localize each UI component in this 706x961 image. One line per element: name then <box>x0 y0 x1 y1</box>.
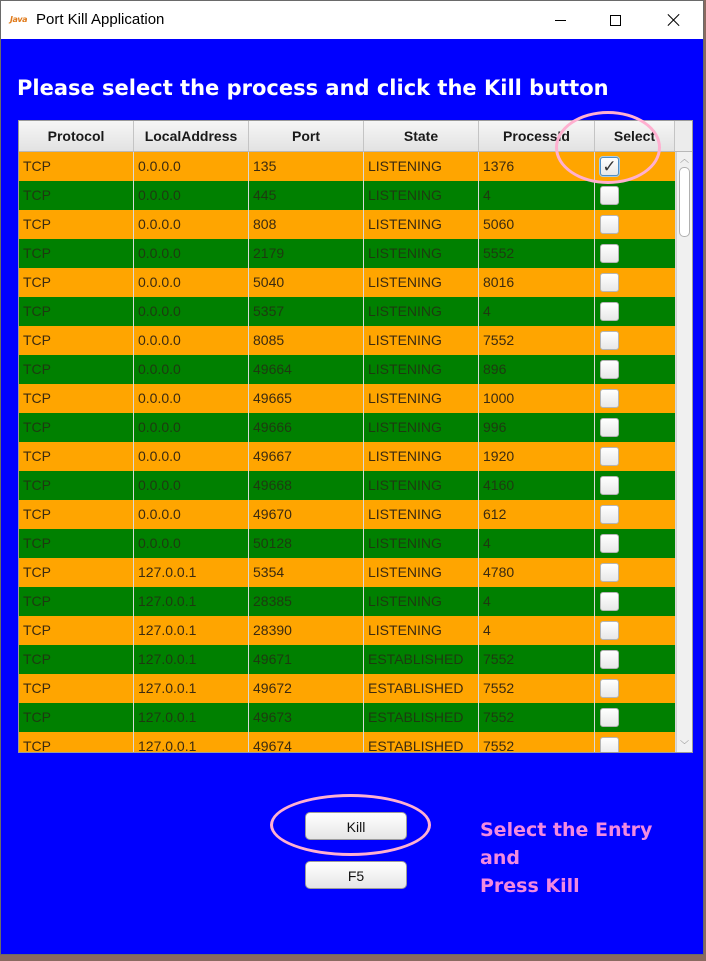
cell-local-address: 127.0.0.1 <box>134 558 249 587</box>
cell-process-id: 1920 <box>479 442 595 471</box>
cell-local-address: 0.0.0.0 <box>134 529 249 558</box>
cell-process-id: 4 <box>479 616 595 645</box>
cell-protocol: TCP <box>19 326 134 355</box>
checkmark-icon: ✓ <box>602 157 617 176</box>
select-checkbox[interactable] <box>600 737 619 753</box>
cell-local-address: 0.0.0.0 <box>134 355 249 384</box>
cell-protocol: TCP <box>19 471 134 500</box>
cell-select <box>595 587 676 616</box>
table-header <box>19 121 692 152</box>
cell-local-address: 0.0.0.0 <box>134 152 249 181</box>
minimize-button[interactable] <box>537 1 583 39</box>
table-row[interactable] <box>19 529 676 558</box>
select-checkbox[interactable] <box>600 157 619 176</box>
cell-protocol: TCP <box>19 558 134 587</box>
table-row[interactable] <box>19 616 676 645</box>
cell-local-address: 0.0.0.0 <box>134 239 249 268</box>
cell-process-id: 7552 <box>479 674 595 703</box>
hint-text <box>480 816 690 900</box>
cell-protocol: TCP <box>19 442 134 471</box>
table-row[interactable] <box>19 297 676 326</box>
table-row[interactable] <box>19 413 676 442</box>
cell-process-id: 7552 <box>479 703 595 732</box>
cell-port: 445 <box>249 181 364 210</box>
cell-protocol: TCP <box>19 616 134 645</box>
cell-state: LISTENING <box>364 268 479 297</box>
cell-local-address: 0.0.0.0 <box>134 210 249 239</box>
cell-protocol: TCP <box>19 674 134 703</box>
column-header-state[interactable]: State <box>364 121 479 151</box>
cell-protocol: TCP <box>19 355 134 384</box>
column-header-process-id[interactable]: ProcessId <box>479 121 595 151</box>
cell-port: 135 <box>249 152 364 181</box>
cell-select <box>595 297 676 326</box>
select-checkbox[interactable] <box>600 534 619 553</box>
cell-select <box>595 181 676 210</box>
cell-local-address: 0.0.0.0 <box>134 384 249 413</box>
select-checkbox[interactable] <box>600 331 619 350</box>
cell-port: 49664 <box>249 355 364 384</box>
select-checkbox[interactable] <box>600 215 619 234</box>
cell-protocol: TCP <box>19 268 134 297</box>
cell-select <box>595 413 676 442</box>
cell-state: LISTENING <box>364 239 479 268</box>
cell-port: 808 <box>249 210 364 239</box>
table-row[interactable] <box>19 674 676 703</box>
cell-process-id: 7552 <box>479 645 595 674</box>
maximize-button[interactable] <box>592 1 638 39</box>
cell-port: 49673 <box>249 703 364 732</box>
cell-port: 49667 <box>249 442 364 471</box>
cell-port: 49668 <box>249 471 364 500</box>
cell-protocol: TCP <box>19 239 134 268</box>
column-header-protocol[interactable]: Protocol <box>19 121 134 151</box>
table-row[interactable] <box>19 471 676 500</box>
cell-protocol: TCP <box>19 384 134 413</box>
title-bar[interactable] <box>1 1 703 39</box>
cell-select <box>595 152 676 181</box>
cell-port: 49671 <box>249 645 364 674</box>
cell-port: 8085 <box>249 326 364 355</box>
cell-state: LISTENING <box>364 152 479 181</box>
cell-local-address: 127.0.0.1 <box>134 587 249 616</box>
cell-select <box>595 268 676 297</box>
select-checkbox[interactable] <box>600 302 619 321</box>
cell-process-id: 4 <box>479 181 595 210</box>
cell-process-id: 4780 <box>479 558 595 587</box>
cell-process-id: 1000 <box>479 384 595 413</box>
cell-port: 49666 <box>249 413 364 442</box>
select-checkbox[interactable] <box>600 273 619 292</box>
cell-protocol: TCP <box>19 529 134 558</box>
cell-state: LISTENING <box>364 529 479 558</box>
java-icon: Java <box>10 15 27 24</box>
cell-protocol: TCP <box>19 732 134 753</box>
column-header-select[interactable]: Select <box>595 121 675 151</box>
cell-state: ESTABLISHED <box>364 703 479 732</box>
cell-local-address: 127.0.0.1 <box>134 732 249 753</box>
cell-state: LISTENING <box>364 181 479 210</box>
cell-select <box>595 384 676 413</box>
table-row[interactable] <box>19 587 676 616</box>
cell-select <box>595 326 676 355</box>
cell-process-id: 4 <box>479 587 595 616</box>
table-row[interactable] <box>19 239 676 268</box>
cell-process-id: 612 <box>479 500 595 529</box>
column-header-port[interactable]: Port <box>249 121 364 151</box>
table-row[interactable] <box>19 645 676 674</box>
select-checkbox[interactable] <box>600 447 619 466</box>
cell-port: 5357 <box>249 297 364 326</box>
cell-state: ESTABLISHED <box>364 645 479 674</box>
hint-line-2: Press Kill <box>480 875 580 897</box>
close-button[interactable] <box>651 1 697 39</box>
close-icon <box>667 13 681 27</box>
cell-local-address: 127.0.0.1 <box>134 674 249 703</box>
select-checkbox[interactable] <box>600 679 619 698</box>
select-checkbox[interactable] <box>600 244 619 263</box>
cell-select <box>595 210 676 239</box>
cell-state: LISTENING <box>364 616 479 645</box>
select-checkbox[interactable] <box>600 360 619 379</box>
table-row[interactable] <box>19 558 676 587</box>
cell-local-address: 0.0.0.0 <box>134 181 249 210</box>
f5-button[interactable]: F5 <box>305 861 407 889</box>
cell-state: LISTENING <box>364 297 479 326</box>
cell-process-id: 4 <box>479 529 595 558</box>
cell-select <box>595 616 676 645</box>
cell-state: LISTENING <box>364 210 479 239</box>
select-checkbox[interactable] <box>600 592 619 611</box>
process-table <box>18 120 693 753</box>
cell-state: LISTENING <box>364 558 479 587</box>
vertical-scrollbar[interactable] <box>676 152 692 752</box>
cell-port: 49674 <box>249 732 364 753</box>
cell-process-id: 996 <box>479 413 595 442</box>
cell-select <box>595 355 676 384</box>
cell-protocol: TCP <box>19 297 134 326</box>
cell-local-address: 0.0.0.0 <box>134 500 249 529</box>
cell-process-id: 896 <box>479 355 595 384</box>
cell-local-address: 127.0.0.1 <box>134 645 249 674</box>
cell-protocol: TCP <box>19 152 134 181</box>
scroll-up-icon[interactable]: ︿ <box>679 154 689 164</box>
cell-process-id: 7552 <box>479 732 595 753</box>
minimize-icon <box>555 20 566 21</box>
table-row[interactable] <box>19 355 676 384</box>
select-checkbox[interactable] <box>600 505 619 524</box>
select-checkbox[interactable] <box>600 389 619 408</box>
cell-state: LISTENING <box>364 442 479 471</box>
instruction-heading: Please select the process and click the Kill button <box>17 76 609 100</box>
cell-local-address: 0.0.0.0 <box>134 297 249 326</box>
table-row[interactable] <box>19 210 676 239</box>
select-checkbox[interactable] <box>600 186 619 205</box>
cell-protocol: TCP <box>19 587 134 616</box>
select-checkbox[interactable] <box>600 476 619 495</box>
cell-select <box>595 732 676 753</box>
cell-process-id: 8016 <box>479 268 595 297</box>
cell-local-address: 0.0.0.0 <box>134 268 249 297</box>
select-checkbox[interactable] <box>600 708 619 727</box>
cell-state: LISTENING <box>364 471 479 500</box>
cell-port: 49665 <box>249 384 364 413</box>
scroll-thumb[interactable] <box>679 167 690 237</box>
select-checkbox[interactable] <box>600 621 619 640</box>
cell-select <box>595 558 676 587</box>
cell-port: 50128 <box>249 529 364 558</box>
table-row[interactable] <box>19 703 676 732</box>
table-body <box>19 152 676 753</box>
table-row[interactable] <box>19 500 676 529</box>
cell-port: 49670 <box>249 500 364 529</box>
cell-select <box>595 703 676 732</box>
cell-state: LISTENING <box>364 326 479 355</box>
cell-state: ESTABLISHED <box>364 674 479 703</box>
kill-button[interactable]: Kill <box>305 812 407 840</box>
cell-select <box>595 674 676 703</box>
cell-select <box>595 239 676 268</box>
cell-local-address: 0.0.0.0 <box>134 471 249 500</box>
cell-process-id: 7552 <box>479 326 595 355</box>
header-corner <box>675 121 692 151</box>
cell-port: 28385 <box>249 587 364 616</box>
cell-select <box>595 442 676 471</box>
cell-port: 49672 <box>249 674 364 703</box>
cell-state: LISTENING <box>364 587 479 616</box>
maximize-icon <box>610 15 621 26</box>
cell-port: 2179 <box>249 239 364 268</box>
table-row[interactable] <box>19 181 676 210</box>
cell-local-address: 0.0.0.0 <box>134 326 249 355</box>
cell-protocol: TCP <box>19 413 134 442</box>
cell-process-id: 4160 <box>479 471 595 500</box>
cell-local-address: 127.0.0.1 <box>134 616 249 645</box>
cell-local-address: 0.0.0.0 <box>134 442 249 471</box>
cell-port: 28390 <box>249 616 364 645</box>
cell-state: LISTENING <box>364 413 479 442</box>
cell-select <box>595 529 676 558</box>
cell-state: LISTENING <box>364 500 479 529</box>
cell-protocol: TCP <box>19 703 134 732</box>
column-header-local-address[interactable]: LocalAddress <box>134 121 249 151</box>
table-row[interactable] <box>19 152 676 181</box>
cell-port: 5354 <box>249 558 364 587</box>
cell-process-id: 5060 <box>479 210 595 239</box>
cell-state: ESTABLISHED <box>364 732 479 753</box>
cell-protocol: TCP <box>19 645 134 674</box>
cell-protocol: TCP <box>19 500 134 529</box>
select-checkbox[interactable] <box>600 418 619 437</box>
cell-process-id: 4 <box>479 297 595 326</box>
cell-select <box>595 471 676 500</box>
table-row[interactable] <box>19 268 676 297</box>
cell-state: LISTENING <box>364 384 479 413</box>
table-row[interactable] <box>19 732 676 753</box>
table-row[interactable] <box>19 326 676 355</box>
cell-select <box>595 645 676 674</box>
table-row[interactable] <box>19 442 676 471</box>
cell-local-address: 0.0.0.0 <box>134 413 249 442</box>
cell-local-address: 127.0.0.1 <box>134 703 249 732</box>
cell-process-id: 1376 <box>479 152 595 181</box>
hint-line-1: Select the Entry and <box>480 819 653 869</box>
cell-protocol: TCP <box>19 181 134 210</box>
cell-protocol: TCP <box>19 210 134 239</box>
table-row[interactable] <box>19 384 676 413</box>
cell-process-id: 5552 <box>479 239 595 268</box>
cell-select <box>595 500 676 529</box>
cell-state: LISTENING <box>364 355 479 384</box>
window-title: Port Kill Application <box>36 11 165 28</box>
cell-port: 5040 <box>249 268 364 297</box>
scroll-down-icon[interactable]: ﹀ <box>679 740 689 750</box>
select-checkbox[interactable] <box>600 563 619 582</box>
select-checkbox[interactable] <box>600 650 619 669</box>
